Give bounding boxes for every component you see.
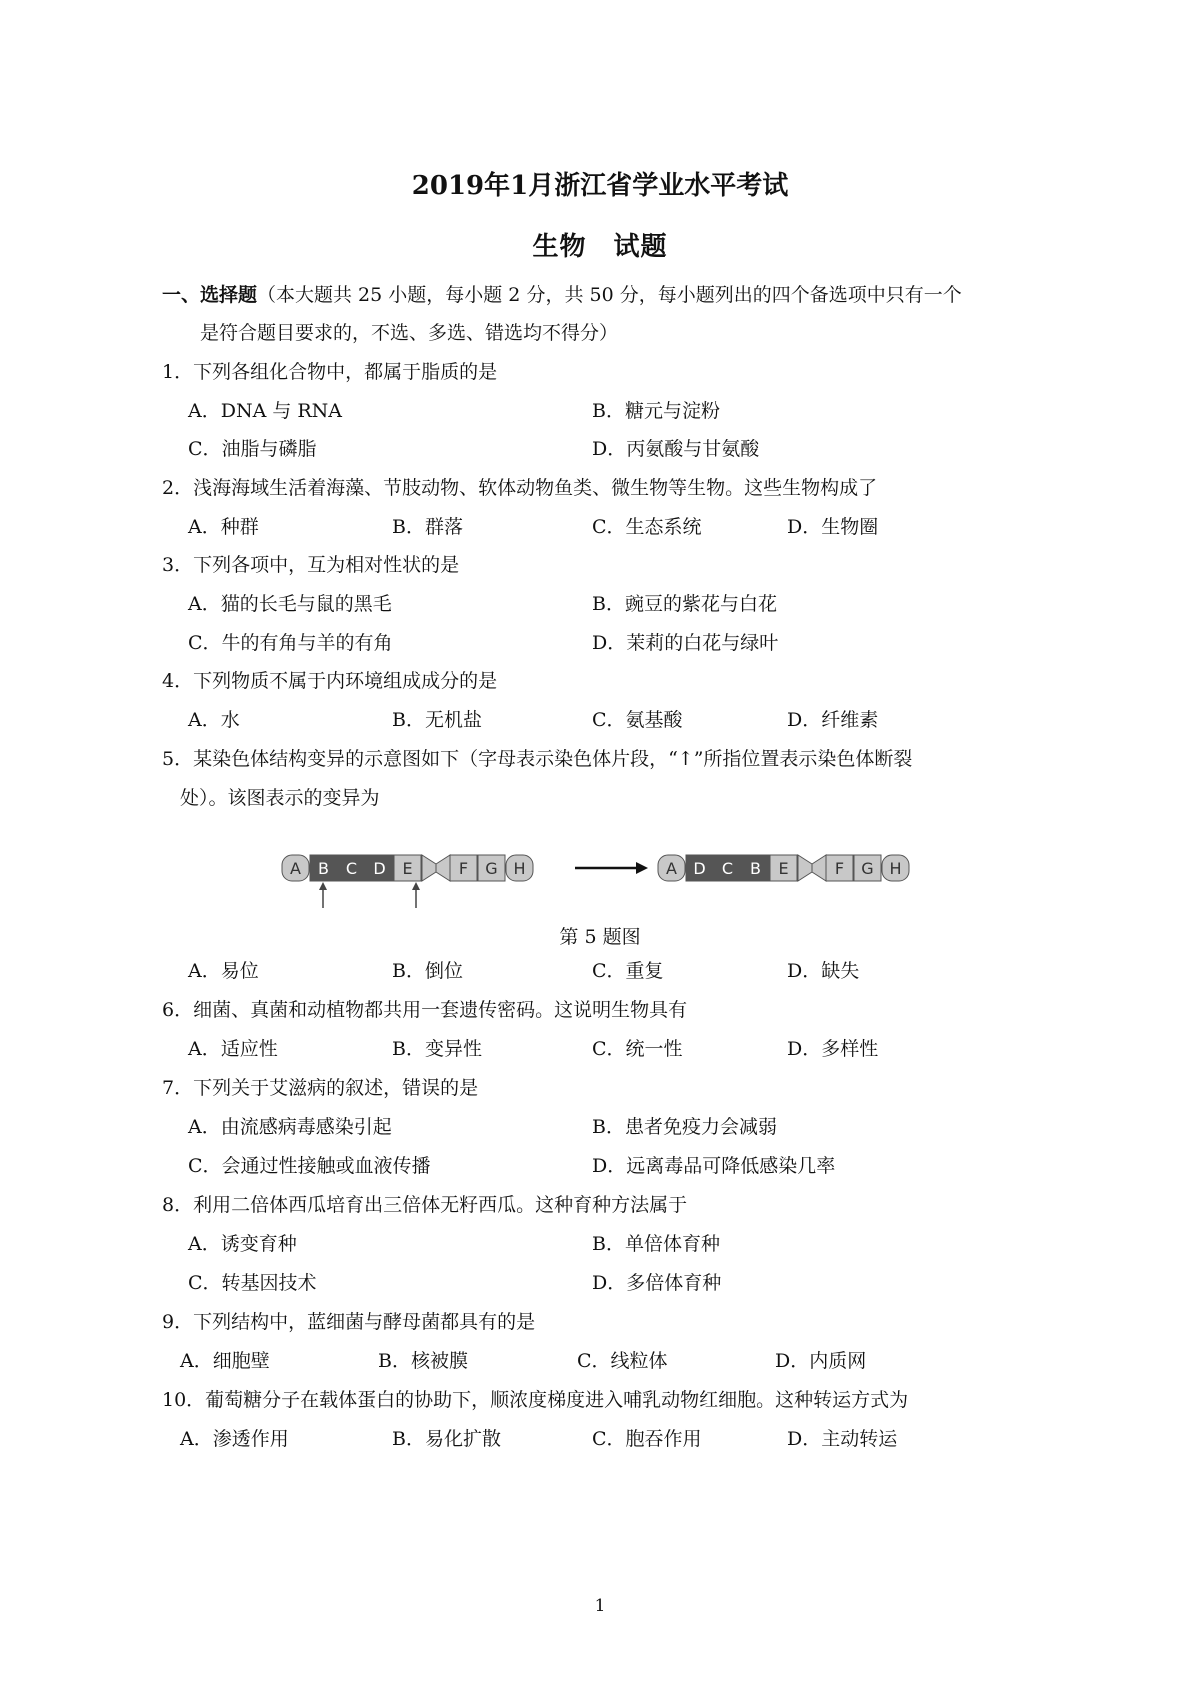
question-7-stem: 7．下列关于艾滋病的叙述，错误的是 — [162, 1077, 479, 1099]
question-10-option-a: A．渗透作用 — [180, 1428, 289, 1450]
section-heading-line — [162, 282, 962, 308]
question-10-option-d: D．主动转运 — [787, 1428, 898, 1450]
question-1-stem: 1．下列各组化合物中，都属于脂质的是 — [162, 361, 498, 383]
question-1-option-a: A．DNA 与 RNA — [188, 400, 343, 422]
question-7-option-d: D．远离毒品可降低感染几率 — [592, 1155, 836, 1177]
question-9-option-d: D．内质网 — [775, 1350, 867, 1372]
chromosome-before — [282, 855, 533, 881]
question-2-stem: 2．浅海海域生活着海藻、节肢动物、软体动物鱼类、微生物等生物。这些生物构成了 — [162, 477, 878, 499]
question-8-option-b: B．单倍体育种 — [592, 1233, 720, 1255]
chromosome-after — [658, 855, 909, 881]
chromosome-after-segment-label: A — [666, 859, 677, 878]
chromosome-after-centromere — [798, 855, 826, 881]
question-2-option-c: C．生态系统 — [592, 516, 702, 538]
question-5-stem: 5．某染色体结构变异的示意图如下（字母表示染色体片段，“↑”所指位置表示染色体断裂 — [162, 748, 913, 770]
chromosome-before-centromere — [422, 855, 450, 881]
question-2-option-b: B．群落 — [392, 516, 463, 538]
question-4-option-d: D．纤维素 — [787, 709, 879, 731]
question-5-stem-continued: 处）。该图表示的变异为 — [180, 787, 380, 809]
chromosome-before-segment-label: H — [513, 859, 526, 878]
question-1-option-d: D．丙氨酸与甘氨酸 — [592, 438, 760, 460]
question-10-stem: 10．葡萄糖分子在载体蛋白的协助下，顺浓度梯度进入哺乳动物红细胞。这种转运方式为 — [162, 1389, 909, 1411]
question-3-option-a: A．猫的长毛与鼠的黑毛 — [188, 593, 392, 615]
figure-caption: 第 5 题图 — [559, 926, 641, 948]
chromosome-before-segment-label: G — [485, 859, 498, 878]
chromosome-after-segment-label: G — [861, 859, 874, 878]
section-note-1: （本大题共 25 小题，每小题 2 分，共 50 分，每小题列出的四个备选项中只有一个 — [257, 284, 962, 306]
page-number: 1 — [594, 1596, 606, 1616]
question-7-option-c: C．会通过性接触或血液传播 — [188, 1155, 431, 1177]
chromosome-before-segment-label: C — [345, 859, 358, 878]
question-1-option-b: B．糖元与淀粉 — [592, 400, 720, 422]
chromosome-before-segment-label: E — [402, 859, 413, 878]
question-4-option-b: B．无机盐 — [392, 709, 482, 731]
question-4-stem: 4．下列物质不属于内环境组成成分的是 — [162, 670, 498, 692]
question-7-option-a: A．由流感病毒感染引起 — [188, 1116, 392, 1138]
question-2-option-a: A．种群 — [188, 516, 259, 538]
question-10-option-c: C．胞吞作用 — [592, 1428, 702, 1450]
question-6-option-d: D．多样性 — [787, 1038, 879, 1060]
chromosome-before-segment-label: B — [318, 859, 329, 878]
question-4-option-c: C．氨基酸 — [592, 709, 683, 731]
break-point-arrow-icon — [319, 882, 327, 908]
chromosome-after-segment-label: B — [750, 859, 761, 878]
question-6-option-a: A．适应性 — [188, 1038, 278, 1060]
question-4-option-a: A．水 — [188, 709, 240, 731]
question-8-option-c: C．转基因技术 — [188, 1272, 317, 1294]
question-2-option-d: D．生物圈 — [787, 516, 879, 538]
question-5-option-a: A．易位 — [188, 960, 259, 982]
question-1-option-c: C．油脂与磷脂 — [188, 438, 317, 460]
question-6-option-b: B．变异性 — [392, 1038, 482, 1060]
question-5-option-b: B．倒位 — [392, 960, 463, 982]
question-3-option-d: D．茉莉的白花与绿叶 — [592, 632, 779, 654]
question-3-option-c: C．牛的有角与羊的有角 — [188, 632, 393, 654]
question-5-option-d: D．缺失 — [787, 960, 860, 982]
chromosome-before-segment-label: D — [373, 859, 386, 878]
section-heading: 一、选择题 — [162, 284, 258, 306]
chromosome-after-segment-label: H — [889, 859, 902, 878]
question-10-option-b: B．易化扩散 — [392, 1428, 501, 1450]
question-9-option-a: A．细胞壁 — [180, 1350, 270, 1372]
chromosome-before-segment-label: F — [458, 859, 469, 878]
question-6-option-c: C．统一性 — [592, 1038, 683, 1060]
page-title: 2019年1月浙江省学业水平考试 — [411, 171, 789, 201]
question-6-stem: 6．细菌、真菌和动植物都共用一套遗传密码。这说明生物具有 — [162, 999, 688, 1021]
chromosome-after-segment-label: C — [721, 859, 734, 878]
chromosome-after-segment-label: F — [834, 859, 845, 878]
section-note-2: 是符合题目要求的，不选、多选、错选均不得分） — [200, 322, 619, 344]
question-9-option-b: B．核被膜 — [378, 1350, 468, 1372]
question-8-stem: 8．利用二倍体西瓜培育出三倍体无籽西瓜。这种育种方法属于 — [162, 1194, 688, 1216]
chromosome-before-segment-label: A — [290, 859, 301, 878]
chromosome-figure — [280, 840, 940, 912]
question-7-option-b: B．患者免疫力会减弱 — [592, 1116, 777, 1138]
question-8-option-d: D．多倍体育种 — [592, 1272, 722, 1294]
question-5-option-c: C．重复 — [592, 960, 664, 982]
question-3-stem: 3．下列各项中，互为相对性状的是 — [162, 554, 460, 576]
question-9-option-c: C．线粒体 — [577, 1350, 668, 1372]
question-8-option-a: A．诱变育种 — [188, 1233, 297, 1255]
question-9-stem: 9．下列结构中，蓝细菌与酵母菌都具有的是 — [162, 1311, 536, 1333]
page-subtitle: 生物 试题 — [532, 232, 668, 262]
break-point-arrow-icon — [412, 882, 420, 908]
arrow-icon — [575, 862, 648, 874]
chromosome-after-segment-label: D — [693, 859, 706, 878]
chromosome-after-segment-label: E — [778, 859, 789, 878]
question-3-option-b: B．豌豆的紫花与白花 — [592, 593, 777, 615]
